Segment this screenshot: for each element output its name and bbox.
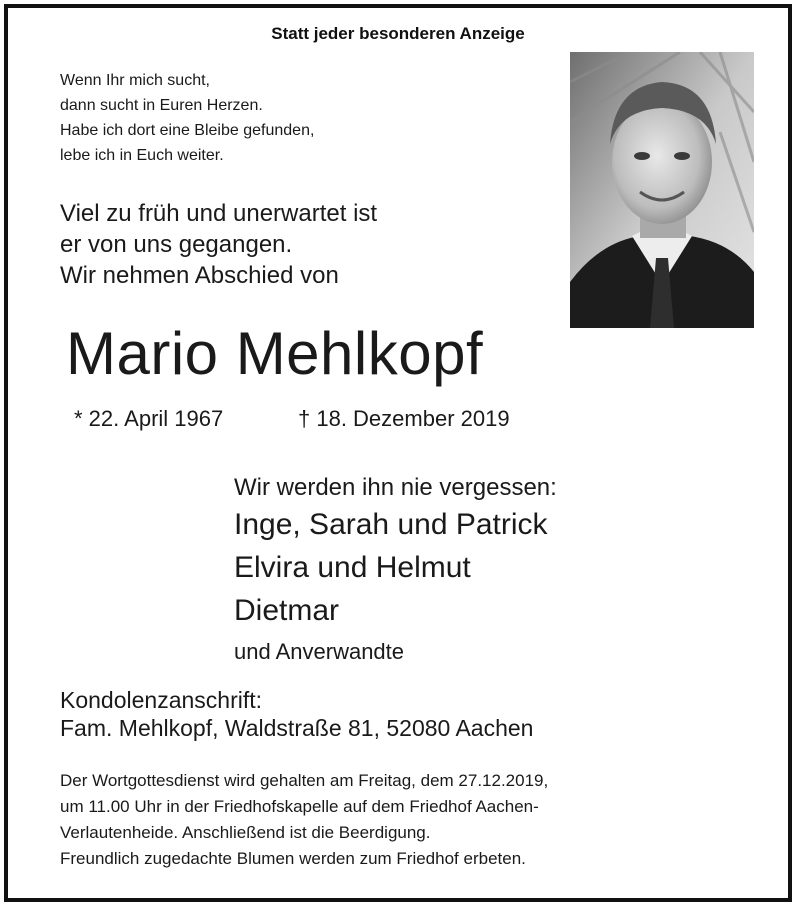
mourner-family: Dietmar	[234, 594, 340, 627]
birth-date: * 22. April 1967	[74, 406, 224, 431]
condolence-address: Fam. Mehlkopf, Waldstraße 81, 52080 Aachen	[60, 715, 534, 741]
service-info: Der Wortgottesdienst wird gehalten am Freitag, dem 27.12.2019, um 11.00 Uhr in der Friedhofskapelle auf dem Friedhof Aachen- Verlautenheide. Anschließend ist die Beerdigung. Freundlich zugedachte Blumen werden zum Friedhof erbeten.	[60, 771, 549, 868]
header-title: Statt jeder besonderen Anzeige	[271, 24, 525, 43]
mourner-family: Inge, Sarah und Patrick	[234, 508, 548, 541]
mourner-family: Elvira und Helmut	[234, 551, 471, 584]
condolence-label: Kondolenzanschrift:	[60, 687, 263, 713]
portrait-photo	[570, 52, 754, 328]
mourners-intro: Wir werden ihn nie vergessen:	[234, 474, 557, 501]
deceased-name: Mario Mehlkopf	[66, 320, 484, 387]
relatives-text: und Anverwandte	[234, 639, 405, 664]
intro-text: Viel zu früh und unerwartet ist er von uns gegangen. Wir nehmen Abschied von	[60, 200, 378, 289]
death-date: † 18. Dezember 2019	[298, 406, 510, 431]
poem-text: Wenn Ihr mich sucht, dann sucht in Euren Herzen. Habe ich dort eine Bleibe gefunden, lebe ich in Euch weiter.	[60, 72, 315, 164]
obituary-card	[4, 4, 792, 902]
